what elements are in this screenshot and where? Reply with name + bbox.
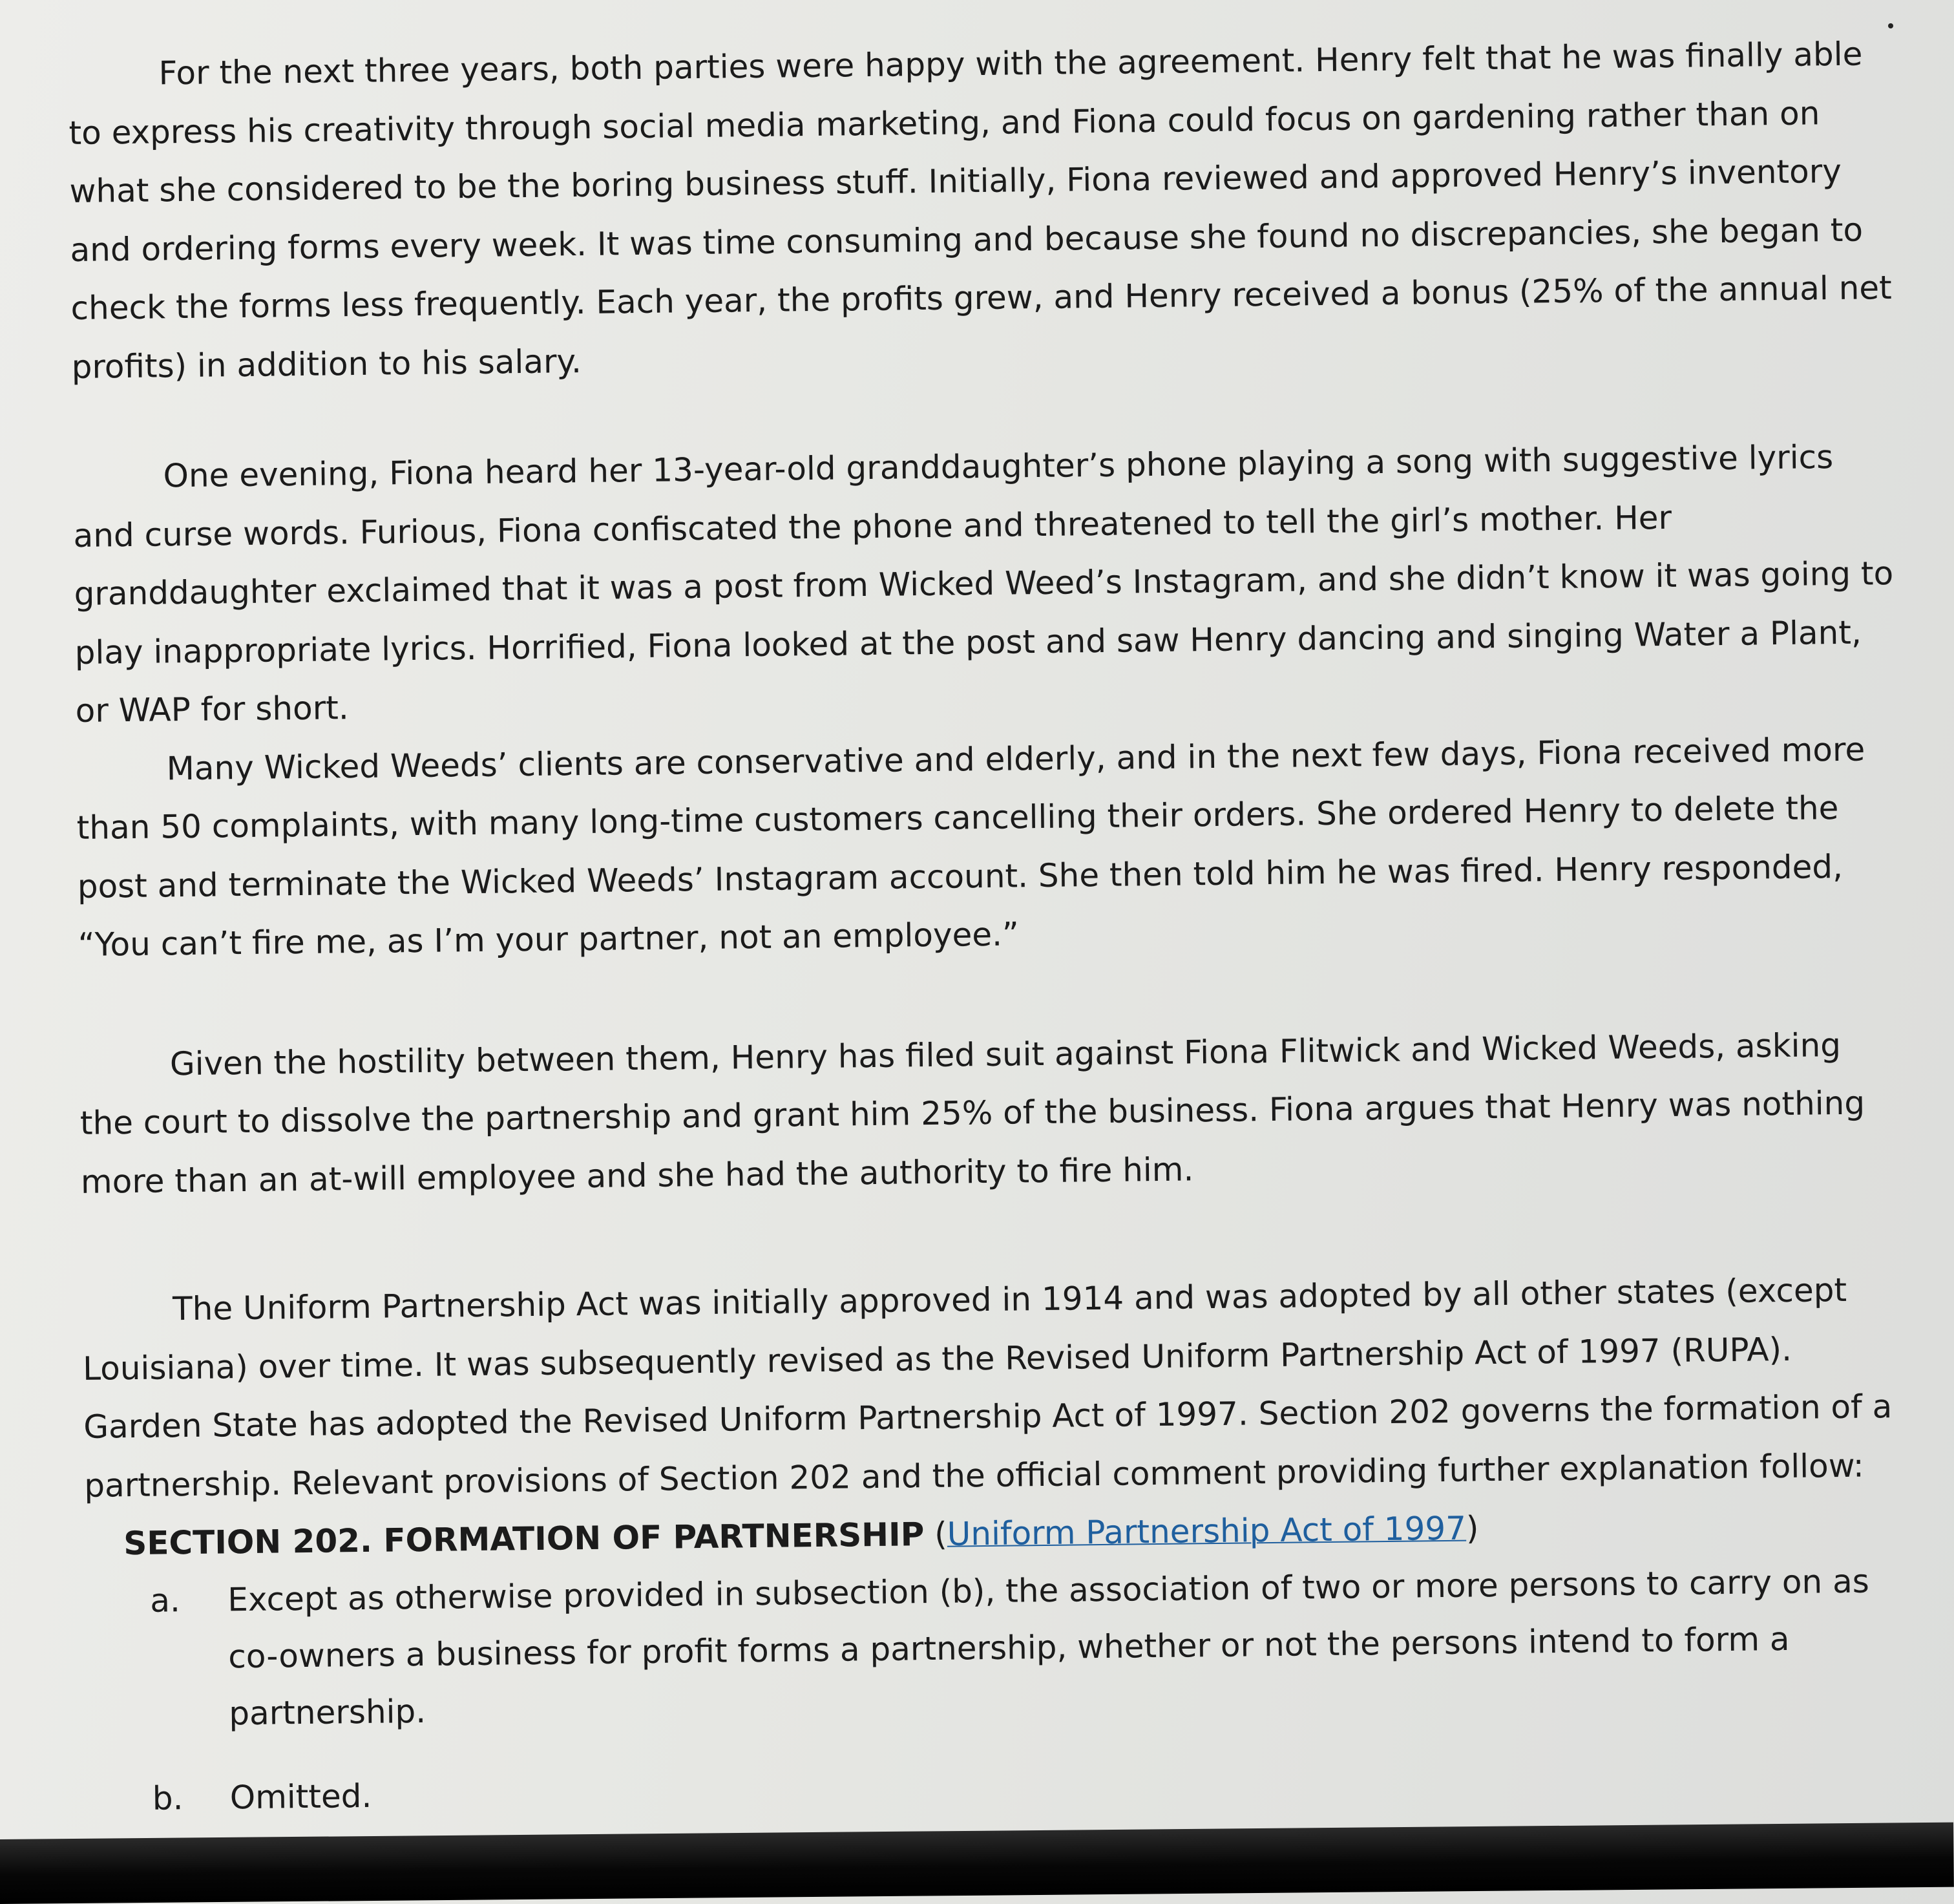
paragraph-rupa-background: The Uniform Partnership Act was initially approved in 1914 and was adopted by all other states (except Louisiana) over time. It was subsequently revised as the Revised Uniform Partnership Act of 1997 (RUPA). Garden State has adopted the Revised Uniform Partnership Act of 1997. Section 202 governs the formation of a partnership. Relevant provisions of Section 202 and the official comment providing further explanation follow: (82, 1271, 1893, 1505)
list-item (87, 1750, 1910, 1828)
heading-paren-open: ( (923, 1515, 948, 1554)
document-body (68, 25, 1911, 1904)
list-marker: a. (149, 1581, 181, 1620)
paragraph-agreement: For the next three years, both parties were happy with the agreement. Henry felt that he was finally able to express his creativity through social media marketing, and Fiona could focus on gardening rather than on what she considered to be the boring business stuff. Initially, Fiona reviewed and approved Henry’s inventory and ordering forms every week. It was time consuming and because she found no discrepancies, she began to check the forms less frequently. Each year, the profits grew, and Henry received a bonus (25% of the annual net profits) in addition to his salary. (68, 35, 1893, 386)
list-marker: b. (152, 1779, 184, 1817)
paragraph-instagram-post: One evening, Fiona heard her 13-year-old granddaughter’s phone playing a song with suggestive lyrics and curse words. Furious, Fiona confiscated the phone and threatened to tell the girl’s mother. Her granddaughter exclaimed that it was a post from Wicked Weed’s Instagram, and she didn’t know it was going to play inappropriate lyrics. Horrified, Fiona looked at the post and saw Henry dancing and singing Water a Plant, or WAP for short. (73, 438, 1894, 730)
paragraph-complaints: Many Wicked Weeds’ clients are conservative and elderly, and in the next few days, Fiona received more than 50 complaints, with many long-time customers cancelling their orders. She ordered Henry to delete the post and terminate the Wicked Weeds’ Instagram account. She then told him he was fired. Henry responded, “You can’t fire me, as I’m your partner, not an employee.” (76, 730, 1865, 964)
section-title: SECTION 202. FORMATION OF PARTNERSHIP (123, 1516, 925, 1563)
paragraph-lawsuit: Given the hostility between them, Henry has filed suit against Fiona Flitwick and Wicked Weeds, asking the court to dissolve the partnership and grant him 25% of the business. Fiona argues that Henry was nothing more than an at-will employee and she had the authority to fire him. (79, 1026, 1865, 1201)
list-item (85, 1552, 1909, 1744)
list-item-text: Except as otherwise provided in subsection (b), the association of two or more persons to carry on as co-owners a business for profit forms a partnership, whether or not the persons intend to form a partnership. (227, 1562, 1870, 1733)
upa-1997-link[interactable]: Uniform Partnership Act of 1997 (947, 1509, 1467, 1553)
heading-paren-close: ) (1466, 1509, 1479, 1547)
list-item-text: Omitted. (229, 1777, 372, 1817)
screen-speck (1888, 23, 1893, 28)
